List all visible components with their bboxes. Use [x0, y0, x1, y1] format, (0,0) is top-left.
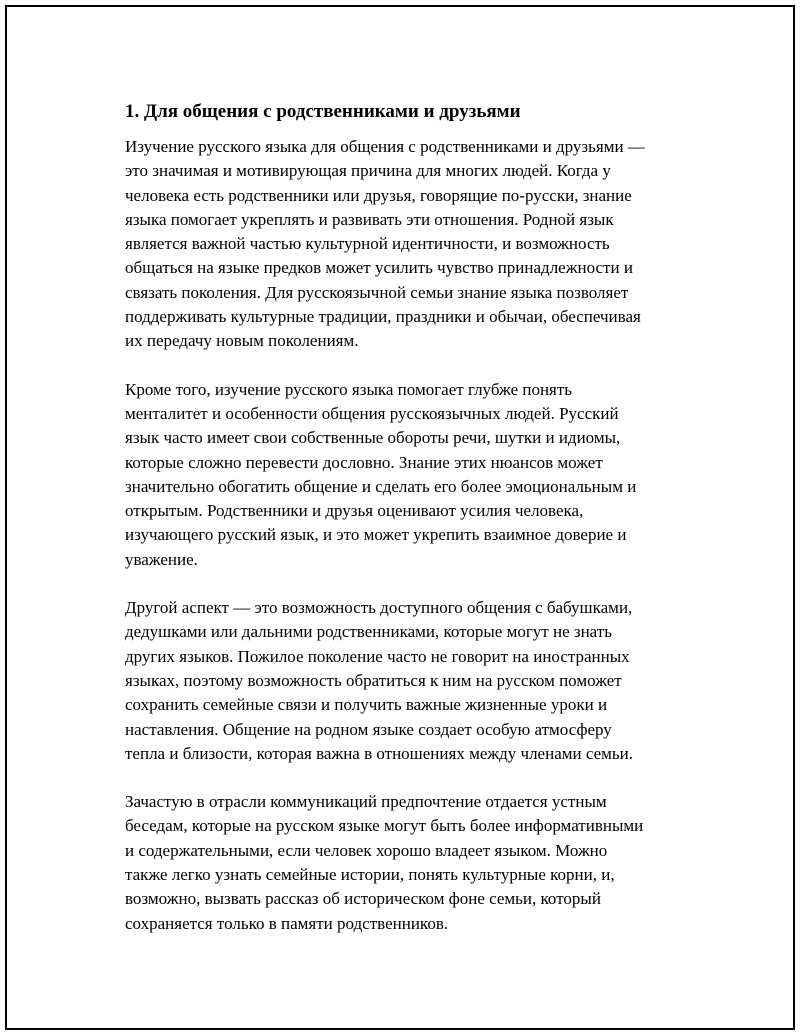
text-line: это значимая и мотивирующая причина для многих людей. Когда у [125, 161, 611, 181]
text-line: дедушками или дальними родственниками, которые могут не знать [125, 622, 612, 642]
text-line: наставления. Общение на родном языке создает особую атмосферу [125, 719, 612, 739]
text-line: менталитет и особенности общения русскоязычных людей. Русский [125, 403, 619, 423]
text-line: связать поколения. Для русскоязычной семьи знание языка позволяет [125, 282, 629, 302]
text-line: язык часто имеет свои собственные обороты речи, шутки и идиомы, [125, 428, 621, 448]
text-line: открытым. Родственники и друзья оценивают усилия человека, [125, 501, 584, 521]
paragraph-3 [125, 596, 705, 766]
text-line: Кроме того, изучение русского языка помогает глубже понять [125, 379, 573, 399]
text-line: возможно, вызвать рассказ об историческом фоне семьи, который [125, 889, 601, 909]
text-line: языках, поэтому возможность обратиться к ним на русском поможет [125, 670, 622, 690]
paragraph-1 [125, 135, 705, 354]
text-line: также легко узнать семейные истории, понять культурные корни, и, [125, 865, 615, 885]
paragraph-4 [125, 790, 705, 936]
paragraph-2 [125, 378, 705, 572]
text-line: является важной частью культурной идентичности, и возможность [125, 234, 610, 254]
text-line: изучающего русский язык, и это может укрепить взаимное доверие и [125, 525, 627, 545]
text-line: значительно обогатить общение и сделать его более эмоциональным и [125, 476, 637, 496]
text-line: языка помогает укреплять и развивать эти отношения. Родной язык [125, 209, 614, 229]
text-line: и содержательными, если человек хорошо владеет языком. Можно [125, 840, 608, 860]
section-heading: 1. Для общения с родственниками и друзьями [125, 101, 521, 122]
text-line: которые сложно перевести дословно. Знание этих нюансов может [125, 452, 603, 472]
text-line: сохраняется только в памяти родственников. [125, 913, 449, 933]
text-line: общаться на языке предков может усилить чувство принадлежности и [125, 258, 633, 278]
text-line: тепла и близости, которая важна в отношениях между членами семьи. [125, 743, 634, 763]
text-line: Зачастую в отрасли коммуникаций предпочтение отдается устным [125, 792, 607, 812]
page-frame [5, 5, 795, 1030]
text-line: Другой аспект — это возможность доступного общения с бабушками, [125, 598, 633, 618]
text-line: Изучение русского языка для общения с родственниками и друзьями — [125, 137, 645, 156]
text-line: уважение. [125, 549, 198, 569]
text-line: их передачу новым поколениям. [125, 331, 359, 351]
text-line: сохранить семейные связи и получить важные жизненные уроки и [125, 695, 608, 715]
text-line: поддерживать культурные традиции, праздники и обычаи, обеспечивая [125, 307, 641, 327]
text-line: других языков. Пожилое поколение часто не говорит на иностранных [125, 646, 630, 666]
text-line: беседам, которые на русском языке могут быть более информативными [125, 816, 644, 836]
document-body [125, 99, 705, 960]
text-line: человека есть родственники или друзья, говорящие по-русски, знание [125, 185, 632, 205]
